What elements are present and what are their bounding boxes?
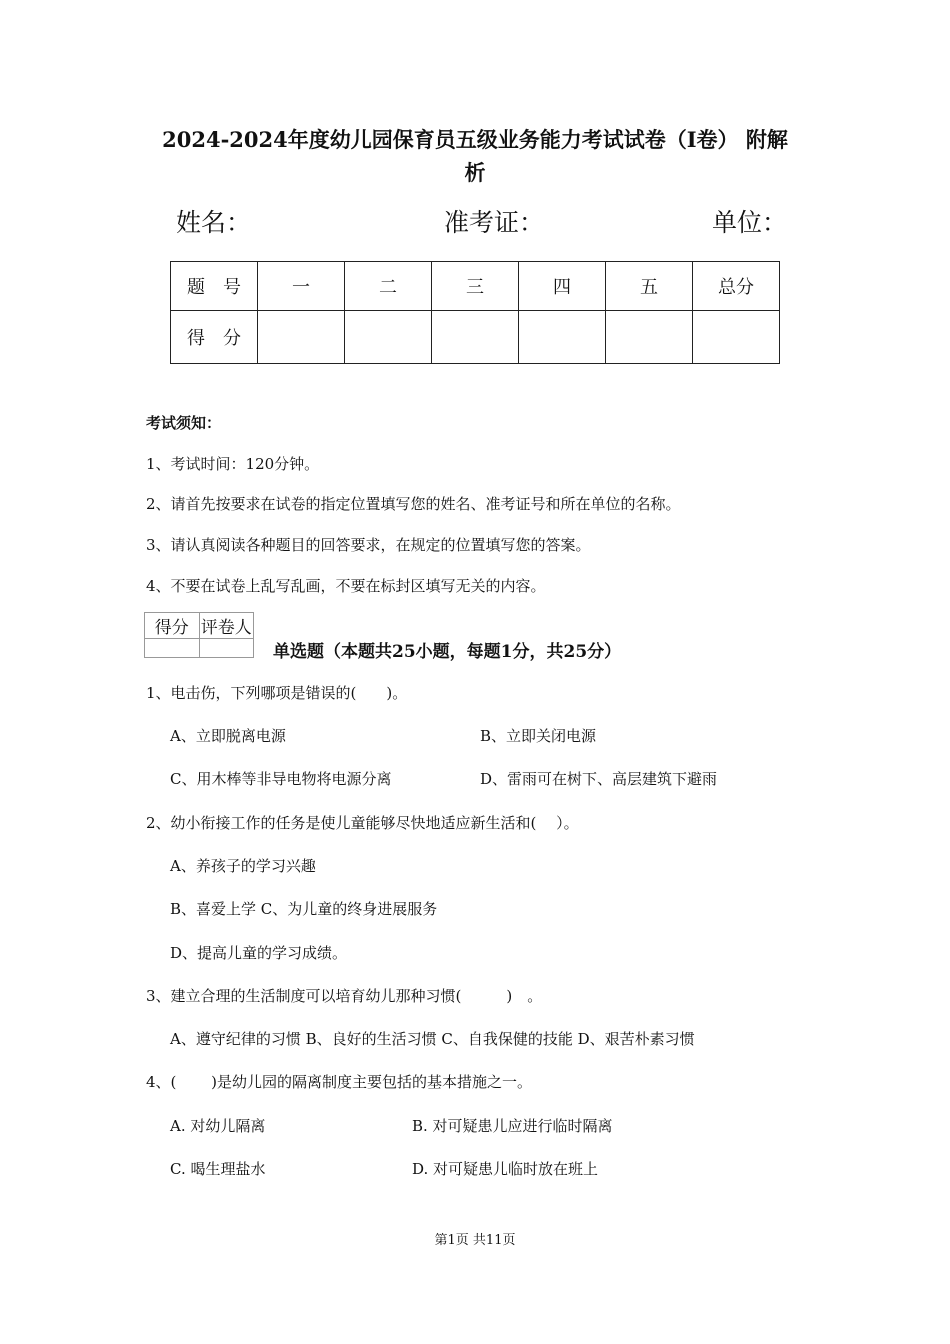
grader-table bbox=[144, 612, 254, 658]
unit-label: 单位： bbox=[712, 208, 788, 237]
question-option: A. 对幼儿隔离 bbox=[170, 1117, 266, 1135]
question-options: A、遵守纪律的习惯 B、良好的生活习惯 C、自我保健的技能 D、艰苦朴素习惯 bbox=[170, 1030, 695, 1048]
exam-title-line2: 析 bbox=[464, 160, 486, 185]
notice-item: 1、考试时间：120分钟。 bbox=[146, 455, 320, 473]
section-title: 单选题（本题共25小题，每题1分，共25分） bbox=[273, 642, 622, 662]
question-option: D、提高儿童的学习成绩。 bbox=[170, 944, 348, 962]
score-cell bbox=[345, 311, 432, 364]
question-stem: 4、( )是幼儿园的隔离制度主要包括的基本措施之一。 bbox=[146, 1073, 533, 1091]
grader-cell bbox=[145, 639, 200, 658]
score-header-cell: 一 bbox=[258, 262, 345, 311]
notice-item: 4、不要在试卷上乱写乱画，不要在标封区填写无关的内容。 bbox=[146, 577, 546, 595]
notice-item: 3、请认真阅读各种题目的回答要求，在规定的位置填写您的答案。 bbox=[146, 536, 591, 554]
score-cell bbox=[693, 311, 780, 364]
score-row-label: 得 分 bbox=[171, 311, 258, 364]
score-header-cell: 题 号 bbox=[171, 262, 258, 311]
question-stem: 3、建立合理的生活制度可以培育幼儿那种习惯( ) 。 bbox=[146, 987, 543, 1005]
notice-heading: 考试须知： bbox=[146, 414, 222, 432]
name-label: 姓名： bbox=[176, 208, 252, 237]
score-header-cell: 五 bbox=[606, 262, 693, 311]
grader-cell bbox=[199, 639, 254, 658]
score-table-score-row bbox=[171, 311, 780, 364]
score-table-header-row bbox=[171, 262, 780, 311]
question-option: D. 对可疑患儿临时放在班上 bbox=[412, 1160, 599, 1178]
score-cell bbox=[432, 311, 519, 364]
question-stem: 2、幼小衔接工作的任务是使儿童能够尽快地适应新生活和( ）。 bbox=[146, 814, 579, 832]
score-header-cell: 四 bbox=[519, 262, 606, 311]
grader-score-label: 得分 bbox=[145, 613, 200, 639]
notice-item: 2、请首先按要求在试卷的指定位置填写您的姓名、准考证号和所在单位的名称。 bbox=[146, 495, 681, 513]
score-header-cell: 二 bbox=[345, 262, 432, 311]
score-header-cell: 三 bbox=[432, 262, 519, 311]
question-option: B、立即关闭电源 bbox=[480, 727, 597, 745]
exam-title-line1: 2024-2024年度幼儿园保育员五级业务能力考试试卷（I卷） 附解 bbox=[162, 127, 788, 152]
score-cell bbox=[258, 311, 345, 364]
score-header-cell: 总分 bbox=[693, 262, 780, 311]
question-option: A、立即脱离电源 bbox=[170, 727, 286, 745]
question-option: C. 喝生理盐水 bbox=[170, 1160, 266, 1178]
page-footer: 第1页 共11页 bbox=[434, 1233, 516, 1248]
question-stem: 1、电击伤，下列哪项是错误的( )。 bbox=[146, 684, 408, 702]
score-cell bbox=[606, 311, 693, 364]
score-cell bbox=[519, 311, 606, 364]
question-option: C、用木棒等非导电物将电源分离 bbox=[170, 770, 392, 788]
question-option: B、喜爱上学 C、为儿童的终身进展服务 bbox=[170, 900, 438, 918]
question-option: A、养孩子的学习兴趣 bbox=[170, 857, 316, 875]
grader-reviewer-label: 评卷人 bbox=[199, 613, 254, 639]
question-option: D、雷雨可在树下、高层建筑下避雨 bbox=[480, 770, 718, 788]
question-option: B. 对可疑患儿应进行临时隔离 bbox=[412, 1117, 613, 1135]
exam-id-label: 准考证： bbox=[444, 208, 545, 237]
score-table bbox=[170, 261, 780, 364]
